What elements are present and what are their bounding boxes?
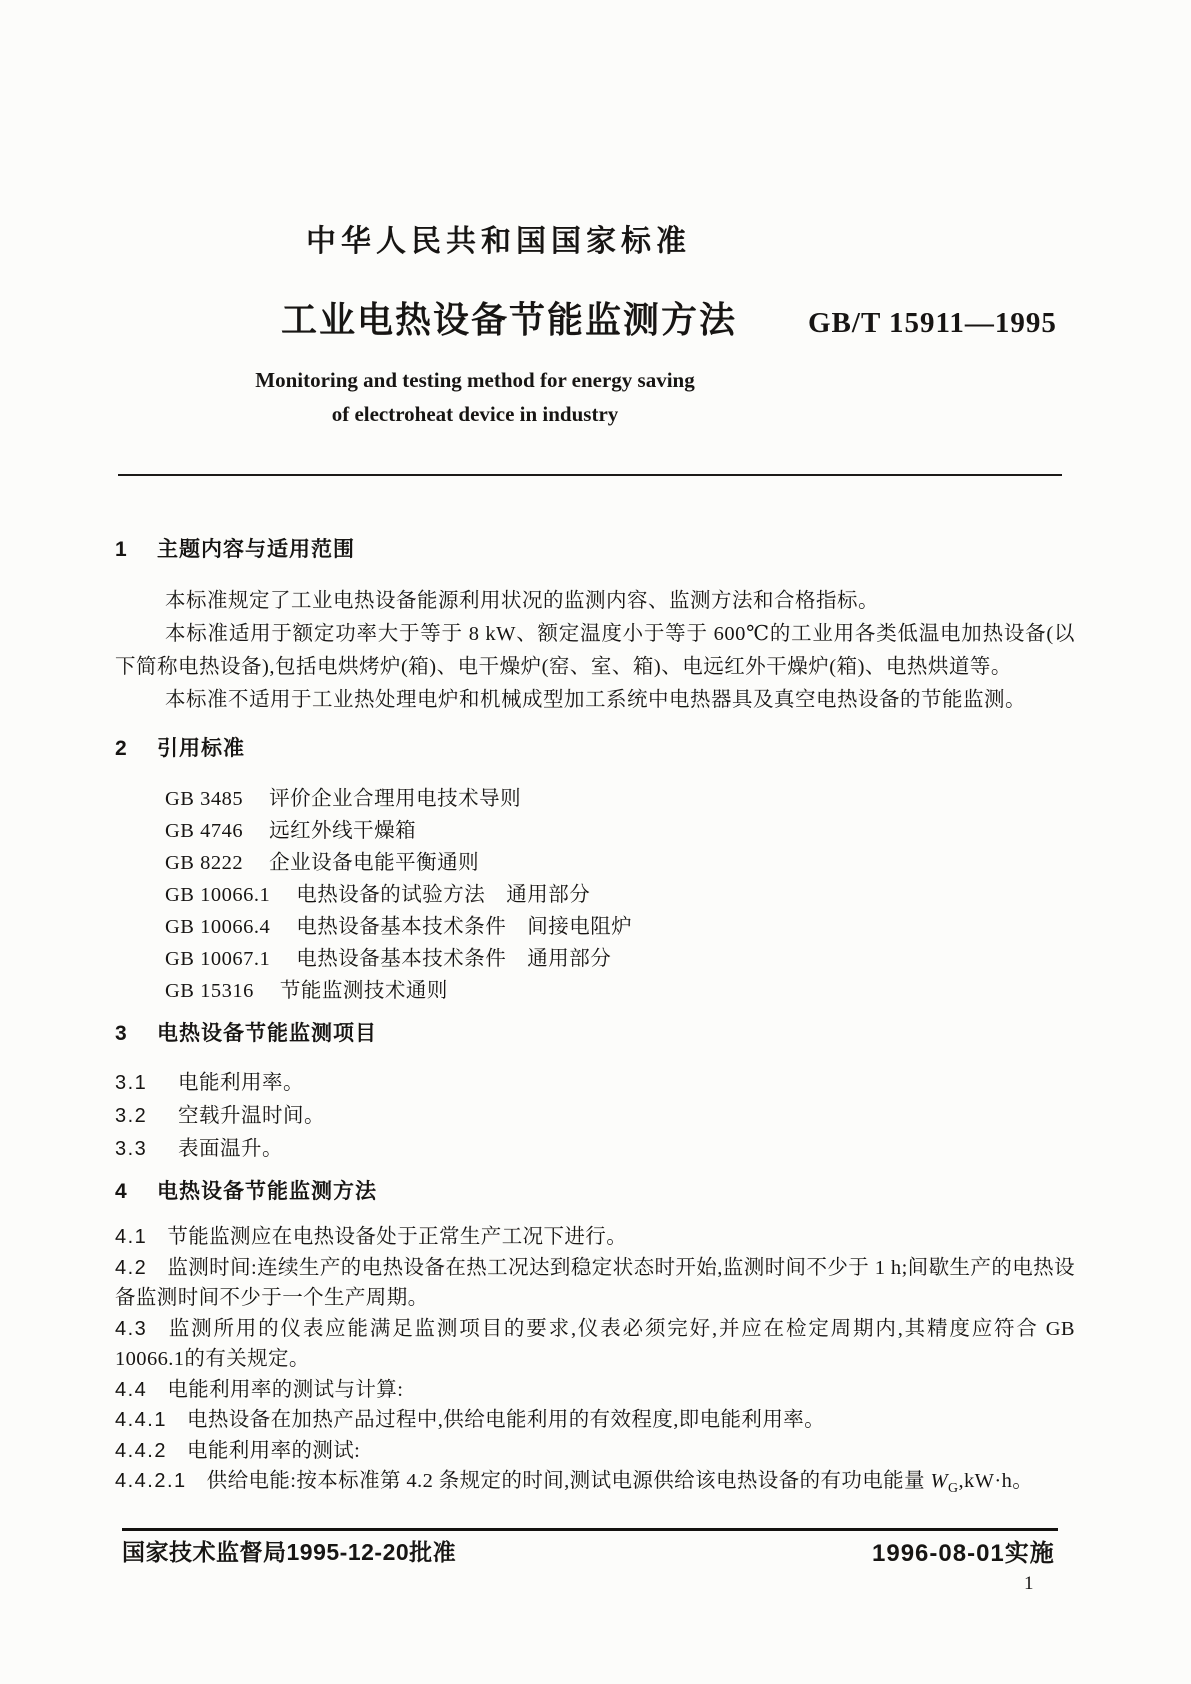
clause-4-4-2-1 [115,1466,1075,1505]
reference-item [115,783,1075,815]
reference-code: GB 10066.1 [165,884,271,906]
reference-name: 电热设备的试验方法 通用部分 [296,884,591,906]
footer-divider [122,1528,1058,1531]
reference-code: GB 3485 [165,788,244,810]
monitoring-item [115,1067,1075,1100]
clause-text: ,kW·h。 [958,1470,1034,1492]
clause-number: 4.4.2.1 [115,1470,187,1492]
section-title: 电热设备节能监测方法 [157,1180,377,1203]
approval-note: 国家技术监督局1995-12-20批准 [122,1539,457,1565]
section-title: 主题内容与适用范围 [157,538,355,561]
standard-org-line: 中华人民共和国国家标准 [306,225,691,258]
reference-name: 节能监测技术通则 [279,980,448,1002]
standard-code: GB/T 15911—1995 [808,307,1057,339]
reference-code: GB 15316 [165,980,254,1002]
item-text: 空载升温时间。 [178,1105,325,1127]
header-divider [118,474,1062,476]
section-title: 电热设备节能监测项目 [157,1022,377,1045]
monitoring-item-list [115,1067,1075,1166]
clause-text: 电能利用率的测试: [186,1439,361,1462]
clause-4-3 [115,1314,1075,1375]
section-number: 2 [115,737,127,760]
clause-text: 节能监测应在电热设备处于正常生产工况下进行。 [167,1226,628,1248]
reference-name: 电热设备基本技术条件 间接电阻炉 [296,916,633,938]
clause-text: 监测所用的仪表应能满足监测项目的要求,仪表必须完好,并应在检定周期内,其精度应符合 GB 10066.1的有关规定。 [115,1317,1075,1370]
reference-item [115,847,1075,879]
section-number: 4 [115,1180,127,1203]
section-title: 引用标准 [157,737,245,760]
item-number: 3.2 [115,1105,148,1127]
item-text: 电能利用率。 [178,1072,304,1094]
formula-symbol-subscript: G [947,1481,959,1497]
page-number: 1 [1024,1573,1034,1594]
clause-text: 监测时间:连续生产的电热设备在热工况达到稳定状态时开始,监测时间不少于 1 h;间歇生产的电热设备监测时间不少于一个生产周期。 [115,1256,1075,1309]
reference-item [115,879,1075,911]
monitoring-item [115,1100,1075,1133]
clause-text: 供给电能:按本标准第 4.2 条规定的时间,测试电源供给该电热设备的有功电能量 [206,1470,931,1492]
implementation-note: 1996-08-01实施 [872,1540,1055,1567]
clause-4-2 [115,1253,1075,1314]
clause-4-4-2 [115,1436,1075,1467]
reference-code: GB 10067.1 [165,948,271,970]
clause-number: 4.2 [115,1256,148,1279]
clause-number: 4.4.1 [115,1409,167,1431]
monitoring-item [115,1133,1075,1166]
clause-list [115,1222,1075,1505]
clause-text: 电能利用率的测试与计算: [167,1378,404,1401]
clause-number: 4.3 [115,1317,148,1340]
reference-code: GB 10066.4 [165,916,271,938]
section-number: 1 [115,538,127,561]
document-body [115,538,1075,1505]
reference-list [115,783,1075,1007]
reference-item [115,815,1075,847]
reference-code: GB 4746 [165,820,244,842]
section-2-heading [115,737,1075,760]
reference-item [115,911,1075,943]
paragraph-scope: 本标准规定了工业电热设备能源利用状况的监测内容、监测方法和合格指标。 [165,590,879,612]
title-en-line2: of electroheat device in industry [331,402,619,426]
document-title-en [135,363,815,431]
clause-text: 电热设备在加热产品过程中,供给电能利用的有效程度,即电能利用率。 [186,1409,826,1431]
item-text: 表面温升。 [178,1138,283,1160]
formula-symbol: W [930,1470,948,1492]
paragraph-applicability: 本标准适用于额定功率大于等于 8 kW、额定温度小于等于 600℃的工业用各类低温电加热设备(以下简称电热设备),包括电烘烤炉(箱)、电干燥炉(窑、室、箱)、电远红外干燥炉(箱)、电热烘道等。 [115,623,1075,678]
section-3-heading [115,1022,1075,1045]
document-title-zh: 工业电热设备节能监测方法 [281,299,738,340]
reference-item [115,975,1075,1007]
section-4-heading [115,1180,1075,1203]
reference-name: 企业设备电能平衡通则 [269,852,480,874]
reference-name: 评价企业合理用电技术导则 [269,788,522,810]
section-number: 3 [115,1022,127,1045]
reference-code: GB 8222 [165,852,244,874]
title-en-line1: Monitoring and testing method for energy saving [255,368,695,392]
clause-4-4-1 [115,1405,1075,1436]
reference-item [115,943,1075,975]
section-1-heading [115,538,1075,561]
reference-name: 电热设备基本技术条件 通用部分 [296,948,612,970]
clause-4-1 [115,1222,1075,1253]
clause-number: 4.4.2 [115,1439,167,1462]
clause-number: 4.4 [115,1378,148,1401]
paragraph-exclusion: 本标准不适用于工业热处理电炉和机械成型加工系统中电热器具及真空电热设备的节能监测。 [165,689,1026,711]
clause-number: 4.1 [115,1226,148,1248]
reference-name: 远红外线干燥箱 [269,820,417,842]
item-number: 3.1 [115,1072,148,1094]
item-number: 3.3 [115,1138,148,1160]
clause-4-4 [115,1375,1075,1406]
